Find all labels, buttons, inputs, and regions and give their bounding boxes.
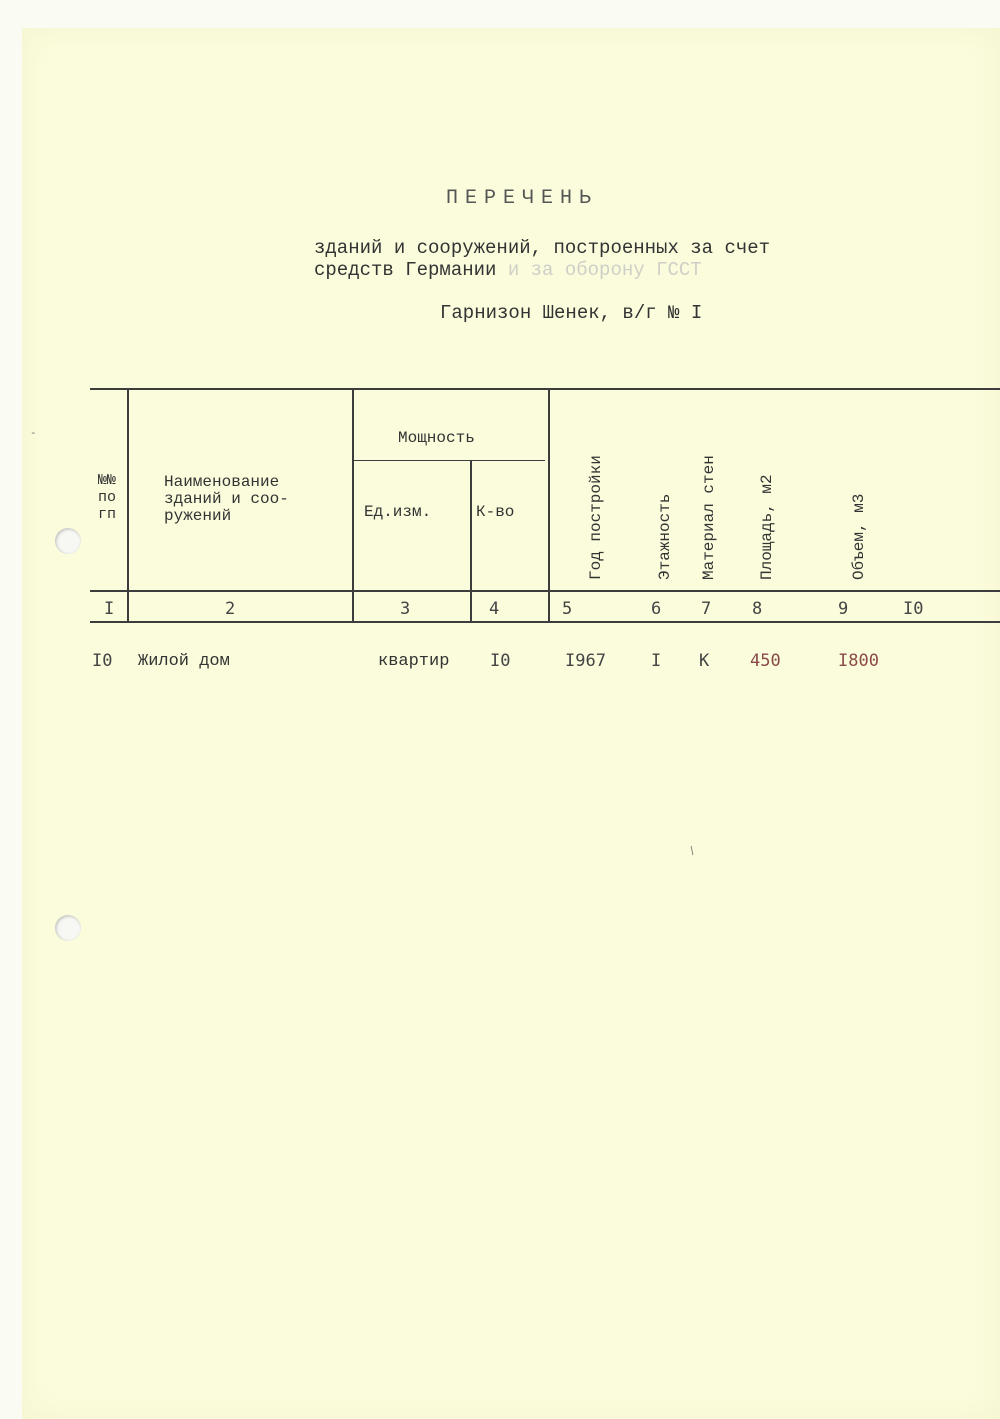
row-num: I0 bbox=[92, 651, 113, 671]
row-name: Жилой дом bbox=[138, 652, 230, 671]
colnum-2: 2 bbox=[225, 599, 236, 619]
header-num: №№ по гп bbox=[97, 472, 116, 523]
punch-hole-bottom bbox=[55, 915, 81, 941]
header-floors: Этажность bbox=[656, 493, 674, 580]
col-divider-3 bbox=[548, 388, 550, 622]
header-unit: Ед.изм. bbox=[364, 503, 432, 521]
power-subheader-line bbox=[353, 460, 545, 461]
subtitle-faded-part: и за оборону ГССТ bbox=[507, 259, 702, 281]
margin-mark: - bbox=[30, 428, 37, 440]
col-divider-1 bbox=[127, 388, 129, 622]
header-bottom-border bbox=[90, 590, 1000, 592]
colnum-10: I0 bbox=[903, 599, 924, 619]
col-divider-2 bbox=[352, 388, 354, 622]
header-name: Наименование зданий и соо- ружений bbox=[164, 473, 289, 525]
row-floors: I bbox=[651, 651, 662, 671]
colnum-3: 3 bbox=[400, 599, 411, 619]
colnum-1: I bbox=[104, 599, 115, 619]
header-volume: Объем, м3 bbox=[850, 493, 868, 580]
subtitle-visible-part: средств Германии bbox=[314, 259, 497, 281]
punch-hole-top bbox=[55, 528, 81, 554]
garrison-line: Гарнизон Шенек, в/г № I bbox=[440, 302, 703, 324]
table-top-border bbox=[90, 388, 1000, 390]
colnum-5: 5 bbox=[562, 599, 573, 619]
row-material: К bbox=[699, 651, 710, 671]
document-subtitle-line2 bbox=[314, 259, 702, 281]
colnum-7: 7 bbox=[701, 599, 712, 619]
colnum-4: 4 bbox=[489, 599, 500, 619]
row-area: 450 bbox=[750, 651, 781, 671]
header-wall-material: Материал стен bbox=[700, 455, 718, 580]
col-divider-unit-qty bbox=[470, 460, 472, 622]
colnum-8: 8 bbox=[752, 599, 763, 619]
document-subtitle-line1: зданий и сооружений, построенных за счет bbox=[314, 237, 771, 259]
document-title: ПЕРЕЧЕНЬ bbox=[446, 187, 599, 210]
header-qty: К-во bbox=[476, 503, 515, 521]
row-qty: I0 bbox=[490, 651, 511, 671]
header-power: Мощность bbox=[398, 429, 475, 447]
header-year: Год постройки bbox=[587, 455, 605, 580]
row-volume: I800 bbox=[838, 651, 879, 671]
row-year: I967 bbox=[565, 651, 606, 671]
row-unit: квартир bbox=[378, 652, 450, 671]
header-area: Площадь, м2 bbox=[758, 474, 776, 580]
colnum-6: 6 bbox=[651, 599, 662, 619]
numbers-row-border bbox=[90, 621, 1000, 623]
colnum-9: 9 bbox=[838, 599, 849, 619]
pencil-mark: / bbox=[686, 845, 700, 859]
